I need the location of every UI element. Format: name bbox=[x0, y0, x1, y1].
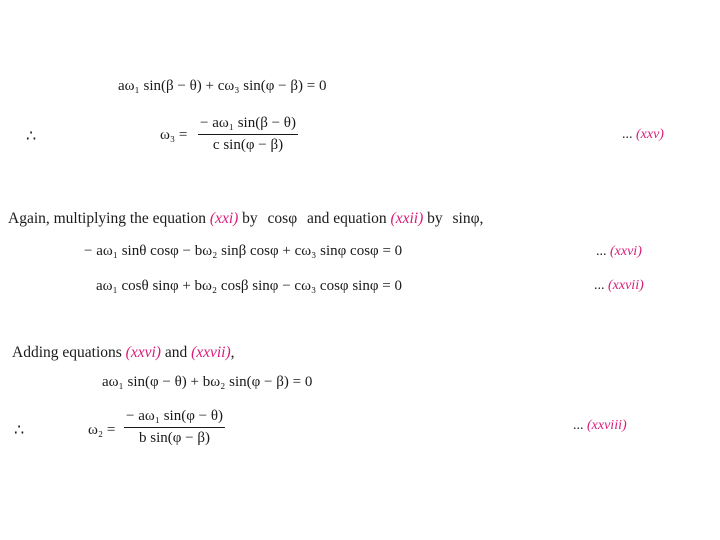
para-text: and equation bbox=[307, 210, 387, 227]
omega2-denominator: b sin(φ − β) bbox=[124, 427, 225, 447]
equation-tag-xxviii bbox=[573, 418, 627, 434]
equation-xxvii: aω₁ cosθ sinφ + bω₂ cosβ sinφ − cω₃ cosφ sinφ = 0 bbox=[96, 278, 402, 294]
omega3-lhs: ω₃ = bbox=[160, 127, 188, 143]
omega3-fraction bbox=[198, 115, 298, 154]
math-inline: cosφ bbox=[267, 210, 298, 227]
tag-dots: ... bbox=[622, 127, 633, 142]
tag-label: (xxvi) bbox=[610, 244, 642, 259]
omega2-lhs: ω₂ = bbox=[88, 422, 116, 438]
equation-tag-xxv bbox=[622, 127, 664, 143]
omega2-fraction bbox=[124, 408, 225, 447]
equation-ref: (xxvii) bbox=[191, 344, 231, 361]
therefore-symbol-2: ∴ bbox=[14, 422, 25, 439]
para-text: by bbox=[427, 210, 443, 227]
therefore-symbol: ∴ bbox=[26, 128, 37, 145]
equation-tag-xxvii bbox=[594, 278, 644, 294]
para-text: Adding equations bbox=[12, 344, 122, 361]
paragraph-adding bbox=[12, 344, 235, 362]
tag-dots: ... bbox=[594, 278, 605, 293]
tag-label: (xxvii) bbox=[608, 278, 644, 293]
omega2-numerator: − aω₁ sin(φ − θ) bbox=[126, 408, 224, 424]
math-inline: sinφ, bbox=[452, 210, 484, 227]
para-text: , bbox=[230, 344, 235, 361]
equation-ref: (xxvi) bbox=[125, 344, 161, 361]
omega3-denominator: c sin(φ − β) bbox=[198, 134, 298, 154]
tag-dots: ... bbox=[596, 244, 607, 259]
equation-ref: (xxii) bbox=[390, 210, 424, 227]
equation-xxvi: − aω₁ sinθ cosφ − bω₂ sinβ cosφ + cω₃ sinφ cosφ = 0 bbox=[84, 243, 403, 259]
tag-label: (xxv) bbox=[636, 127, 664, 142]
omega3-numerator: − aω₁ sin(β − θ) bbox=[200, 115, 296, 131]
paragraph-again bbox=[8, 210, 483, 228]
para-text: by bbox=[242, 210, 258, 227]
para-text: Again, multiplying the equation bbox=[8, 210, 207, 227]
equation-ref: (xxi) bbox=[209, 210, 239, 227]
equation-1: aω₁ sin(β − θ) + cω₃ sin(φ − β) = 0 bbox=[118, 78, 327, 94]
tag-label: (xxviii) bbox=[587, 418, 627, 433]
equation-sum: aω₁ sin(φ − θ) + bω₂ sin(φ − β) = 0 bbox=[102, 374, 313, 390]
tag-dots: ... bbox=[573, 418, 584, 433]
para-text: and bbox=[164, 344, 188, 361]
equation-tag-xxvi bbox=[596, 244, 642, 260]
